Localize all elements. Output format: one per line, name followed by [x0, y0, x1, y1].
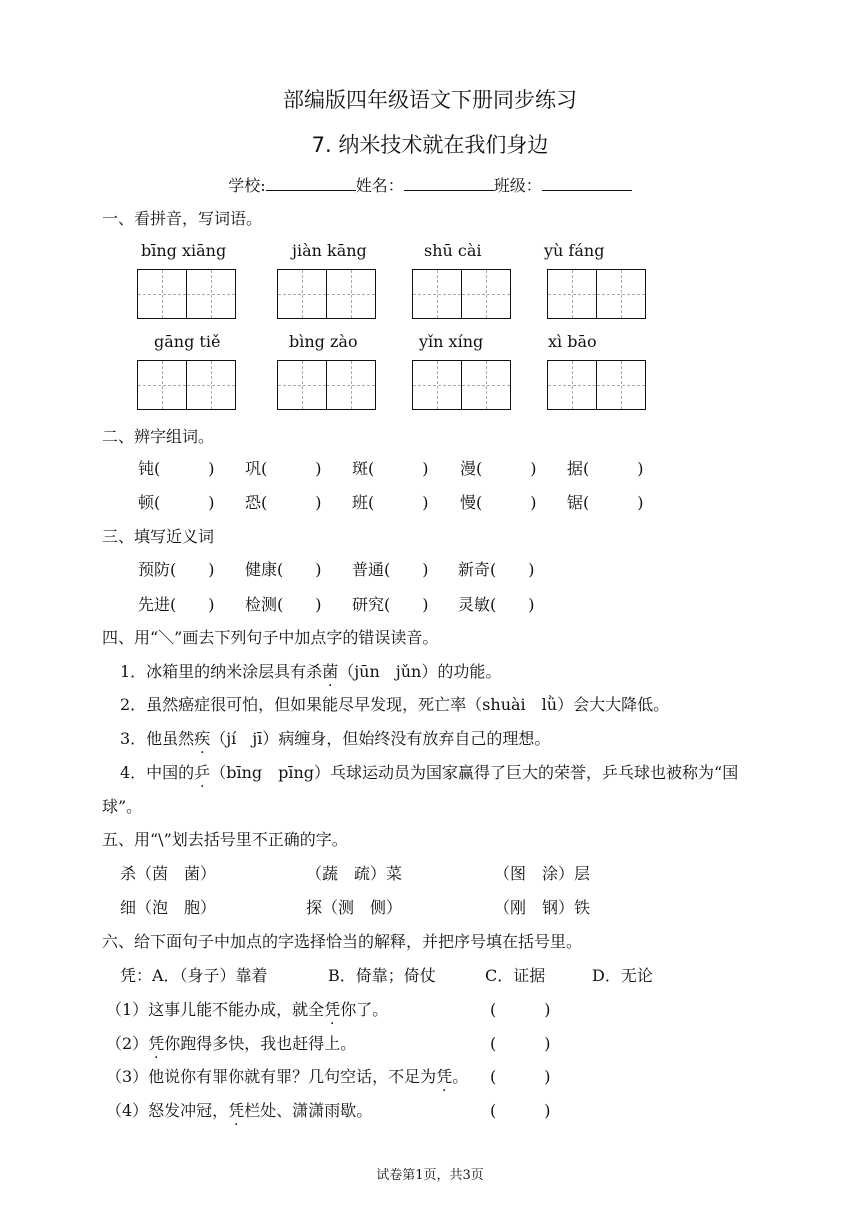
- synonym-item[interactable]: 研究( ): [352, 595, 429, 614]
- pinyin-label: gāng tiě: [154, 332, 221, 351]
- q-text[interactable]: （jí jī）病缠身，但始终没有放弃自己的理想。: [210, 729, 551, 748]
- q-text: 4．中国的: [120, 763, 195, 782]
- choice-item[interactable]: （蔬 疏）菜: [306, 864, 403, 883]
- q-text: 你了。: [340, 1000, 389, 1019]
- writing-grid[interactable]: [277, 360, 376, 410]
- name-blank[interactable]: [404, 175, 494, 191]
- choice-item[interactable]: （刚 钢）铁: [494, 898, 591, 917]
- dotted-char: 菌: [322, 662, 339, 681]
- definition-option: C．证据: [485, 966, 546, 985]
- question-2[interactable]: 2．虽然癌症很可怕，但如果能尽早发现，死亡率（shuài lǜ）会大大降低。: [120, 695, 670, 714]
- dotted-char: 凭: [324, 1000, 341, 1019]
- q-text: 你跑得多快，我也赶得上。: [164, 1034, 357, 1053]
- writing-grid[interactable]: [412, 269, 511, 319]
- section-4-heading: 四、用“＼”画去下列句子中加点字的错误读音。: [102, 628, 439, 647]
- section-1-heading: 一、看拼音，写词语。: [102, 209, 263, 228]
- word-pair-item[interactable]: 慢( ): [460, 493, 537, 512]
- q-text[interactable]: （jūn jǔn）的功能。: [338, 662, 502, 681]
- word-pair-item[interactable]: 漫( ): [460, 459, 537, 478]
- synonym-item[interactable]: 预防( ): [138, 560, 215, 579]
- word-pair-item[interactable]: 斑( ): [352, 459, 429, 478]
- page-footer: 试卷第1页，共3页: [376, 1168, 484, 1183]
- sentence-2: [106, 1031, 356, 1054]
- synonym-item[interactable]: 普通( ): [352, 560, 429, 579]
- question-4: [120, 760, 738, 783]
- word-pair-item[interactable]: 班( ): [352, 493, 429, 512]
- school-label: 学校:: [228, 176, 266, 195]
- pinyin-label: bìng zào: [289, 332, 358, 351]
- student-info: [0, 173, 860, 196]
- choice-item[interactable]: （图 涂）层: [494, 864, 591, 883]
- section-2-heading: 二、辨字组词。: [102, 427, 215, 446]
- synonym-item[interactable]: 先进( ): [138, 595, 215, 614]
- q-text: （3）他说你有罪你就有罪？几句空话，不足为: [106, 1067, 437, 1086]
- word-pair-item[interactable]: 恐( ): [245, 493, 322, 512]
- word-pair-item[interactable]: 巩( ): [245, 459, 322, 478]
- question-1: [120, 659, 501, 682]
- q-text: 1．冰箱里的纳米涂层具有杀: [120, 662, 323, 681]
- choice-item[interactable]: 杀（茵 菌）: [120, 864, 217, 883]
- definition-option: 凭：A．（身子）靠着: [120, 966, 268, 985]
- class-blank[interactable]: [542, 175, 632, 191]
- synonym-item[interactable]: 健康( ): [245, 560, 322, 579]
- pinyin-label: xì bāo: [548, 332, 597, 351]
- pinyin-label: bīng xiāng: [141, 241, 227, 260]
- word-pair-item[interactable]: 锯( ): [567, 493, 644, 512]
- section-3-heading: 三、填写近义词: [102, 527, 215, 546]
- synonym-item[interactable]: 检测( ): [245, 595, 322, 614]
- writing-grid[interactable]: [137, 269, 236, 319]
- choice-item[interactable]: 细（泡 胞）: [120, 898, 217, 917]
- q-text: （2）: [106, 1034, 149, 1053]
- sentence-4: [106, 1098, 372, 1121]
- pinyin-label: yǐn xíng: [419, 332, 484, 351]
- q-text: 栏处、潇潇雨歇。: [244, 1101, 373, 1120]
- dotted-char: 凭: [228, 1101, 245, 1120]
- sentence-1: [106, 997, 388, 1020]
- section-5-heading: 五、用“\”划去括号里不正确的字。: [102, 830, 348, 849]
- answer-paren[interactable]: ( ): [490, 1101, 551, 1120]
- writing-grid[interactable]: [412, 360, 511, 410]
- dotted-char: 疾: [194, 729, 211, 748]
- choice-item[interactable]: 探（测 侧）: [306, 898, 403, 917]
- writing-grid[interactable]: [277, 269, 376, 319]
- synonym-item[interactable]: 新奇( ): [458, 560, 535, 579]
- word-pair-item[interactable]: 钝( ): [138, 459, 215, 478]
- lesson-title: 7. 纳米技术就在我们身边: [311, 133, 549, 157]
- page-title: 部编版四年级语文下册同步练习: [283, 88, 577, 112]
- pinyin-label: shū cài: [424, 241, 482, 260]
- q-text: （4）怒发冲冠，: [106, 1101, 229, 1120]
- dotted-char: 乒: [194, 763, 211, 782]
- question-3: [120, 726, 550, 749]
- answer-paren[interactable]: ( ): [490, 1067, 551, 1086]
- school-blank[interactable]: [266, 175, 356, 191]
- word-pair-item[interactable]: 据( ): [567, 459, 644, 478]
- writing-grid[interactable]: [137, 360, 236, 410]
- word-pair-item[interactable]: 顿( ): [138, 493, 215, 512]
- writing-grid[interactable]: [547, 360, 646, 410]
- q-text[interactable]: （bīng pīng）乓球运动员为国家赢得了巨大的荣誉，乒乓球也被称为“国: [210, 763, 739, 782]
- q-text: 3．他虽然: [120, 729, 195, 748]
- pinyin-label: jiàn kāng: [292, 241, 367, 260]
- sentence-3: [106, 1064, 468, 1087]
- q-text: （1）这事儿能不能办成，就全: [106, 1000, 325, 1019]
- dotted-char: 凭: [148, 1034, 165, 1053]
- answer-paren[interactable]: ( ): [490, 1034, 551, 1053]
- definition-option: B．倚靠；倚仗: [328, 966, 436, 985]
- pinyin-label: yù fáng: [544, 241, 605, 260]
- dotted-char: 凭: [436, 1067, 453, 1086]
- writing-grid[interactable]: [547, 269, 646, 319]
- question-4-continued: 球”。: [102, 797, 143, 816]
- name-label: 姓名：: [355, 176, 404, 195]
- synonym-item[interactable]: 灵敏( ): [458, 595, 535, 614]
- answer-paren[interactable]: ( ): [490, 1000, 551, 1019]
- definition-option: D．无论: [592, 966, 653, 985]
- q-text: 。: [452, 1067, 469, 1086]
- class-label: 班级：: [493, 176, 542, 195]
- section-6-heading: 六、给下面句子中加点的字选择恰当的解释，并把序号填在括号里。: [102, 932, 583, 951]
